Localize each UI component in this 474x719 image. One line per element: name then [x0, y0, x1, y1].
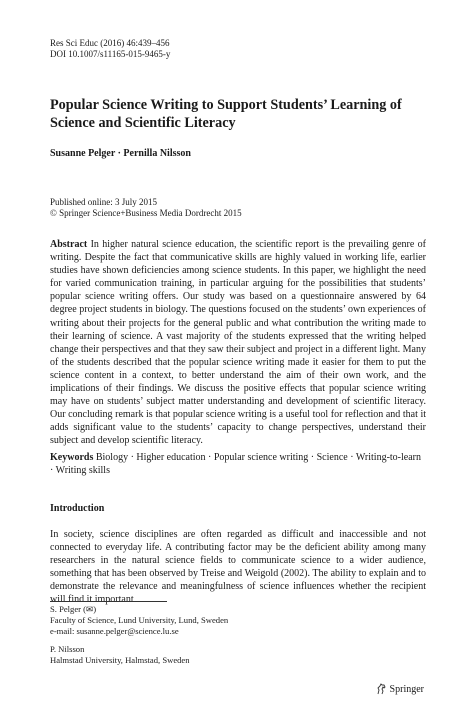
published-date: Published online: 3 July 2015: [50, 197, 158, 207]
footnote-divider: [50, 601, 167, 602]
copyright: © Springer Science+Business Media Dordrecht 2015: [50, 208, 242, 218]
abstract-label: Abstract: [50, 239, 88, 250]
abstract-text: In higher natural science education, the scientific report is the prevailing genre of writing. Despite the fact that communicative skills are highly valued in working life, earlier studies have shown deficiencies among science students. In this paper, we highlight the need for varied communication training, in particular arguing for the possibilities that students’ popular science writing offers. Our study was based on a questionnaire answered by 64 degree project students in biology. The questions focused on the students’ own experiences of writing about their projects for the general public and what contribution the writing made to their learning of science. A vast majority of the students expressed that the writing helped change their perspectives and that they saw their subject and project in a different light. Many of the students described that the popular science writing made it easier for them to put the science content in a context, to better understand the aim of their own work, and the implications of their findings. We discuss the positive effects that popular science writing may have on students’ subject matter understanding and development of scientific literacy. Our concluding remark is that popular science writing is a useful tool for reflection and that it adds significant value to the students’ capacity to change perspectives, understand their subject and develop scientific literacy.: [50, 239, 426, 447]
abstract: [50, 238, 426, 448]
citation-link[interactable]: 2002: [284, 568, 305, 580]
section-heading-introduction: Introduction: [50, 503, 105, 514]
keywords-text: Biology · Higher education · Popular science writing · Science · Writing-to-learn · Writing skills: [50, 452, 421, 476]
doi[interactable]: DOI 10.1007/s11165-015-9465-y: [50, 49, 171, 59]
intro-text-after: ). The ability to explain and to demonstrate the relevance and meaningfulness of science influences whether the recipient will find it important: [50, 568, 427, 606]
keywords: [50, 451, 426, 477]
affiliation-nilsson: [50, 644, 190, 666]
intro-text-before: In society, science disciplines are often regarded as difficult and inaccessible and not connected to everyday life. A contributing factor may be the deficient ability among many researchers in the natural science fields to communicate science to a wider audience, something that has been observed by Treise and Weigold (: [50, 529, 426, 580]
keywords-label: Keywords: [50, 452, 94, 463]
affiliation-email[interactable]: e-mail: susanne.pelger@science.lu.se: [50, 626, 179, 637]
springer-horse-icon: [376, 683, 387, 695]
affiliation-institution: Faculty of Science, Lund University, Lund, Sweden: [50, 615, 229, 626]
affiliation-institution: Halmstad University, Halmstad, Sweden: [50, 655, 190, 666]
affiliation-name: S. Pelger (✉): [50, 604, 97, 614]
introduction-paragraph: [50, 528, 426, 607]
publisher-name: Springer: [389, 683, 424, 695]
authors: Susanne Pelger · Pernilla Nilsson: [50, 148, 191, 159]
affiliation-pelger: [50, 604, 228, 638]
journal-citation: Res Sci Educ (2016) 46:439–456: [50, 38, 170, 48]
article-title: Popular Science Writing to Support Students’ Learning of Science and Scientific Literacy: [50, 97, 402, 131]
affiliation-name: P. Nilsson: [50, 644, 85, 654]
publisher-logo: [376, 683, 424, 695]
